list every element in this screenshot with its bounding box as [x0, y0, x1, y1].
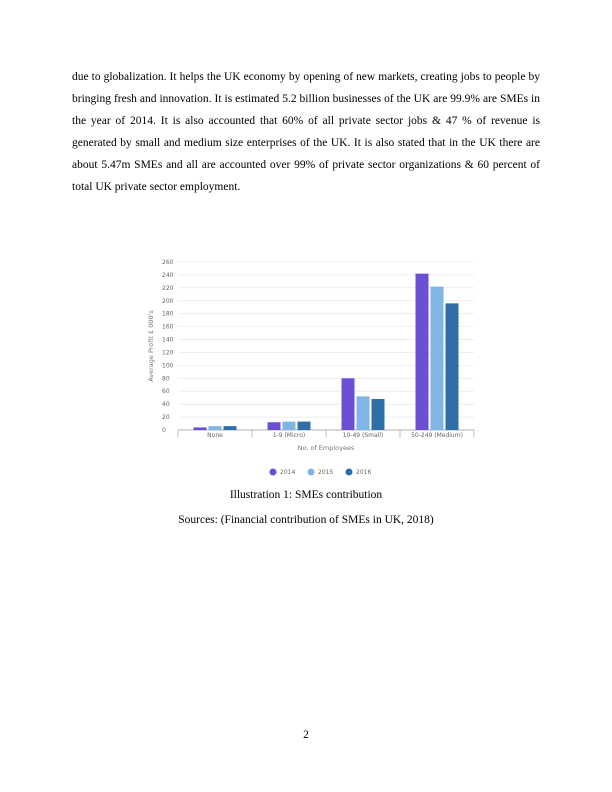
body-paragraph: due to globalization. It helps the UK economy by opening of new markets, creating jobs to people by bringing fresh and innovation. It is estimated 5.2 billion businesses of the UK are 99.9% are SMEs in the year of 2014. It is also accounted that 60% of all private sector jobs & 47 % of revenue is generated by small and medium size enterprises of the UK. It is also stated that in the UK there are about 5.47m SMEs and all are accounted over 99% of private sector organizations & 60 percent of total UK private sector employment.	[72, 71, 540, 193]
legend-marker-2014	[270, 469, 277, 476]
bar-2015-2	[357, 396, 370, 430]
bar-2016-0	[224, 426, 237, 430]
y-tick-label: 240	[162, 271, 174, 279]
bar-2015-3	[431, 287, 444, 430]
x-tick-label: 1-9 (Micro)	[272, 432, 306, 439]
y-tick-label: 20	[162, 414, 170, 422]
y-tick-label: 60	[162, 388, 170, 396]
bar-2015-1	[283, 422, 296, 430]
y-tick-label: 40	[162, 401, 170, 409]
x-tick-label: 10-49 (Small)	[342, 432, 384, 439]
bar-2014-3	[416, 274, 429, 430]
y-tick-label: 120	[162, 349, 174, 357]
smes-bar-chart	[144, 252, 480, 492]
y-axis-label: Average Profit £ 000's	[147, 310, 155, 382]
y-tick-label: 180	[162, 310, 174, 318]
legend-label-2014: 2014	[280, 469, 296, 476]
legend-label-2015: 2015	[318, 469, 334, 476]
y-tick-label: 140	[162, 336, 174, 344]
x-tick-label: 50-249 (Medium)	[411, 432, 463, 439]
x-tick-label: None	[207, 432, 223, 439]
figure-source: Sources: (Financial contribution of SMEs in UK, 2018)	[178, 514, 434, 525]
y-tick-label: 80	[162, 375, 170, 383]
legend	[270, 469, 372, 477]
bar-2016-3	[446, 303, 459, 430]
figure-caption: Illustration 1: SMEs contribution	[229, 489, 383, 501]
y-tick-label: 0	[162, 427, 166, 434]
legend-marker-2015	[308, 469, 315, 476]
bar-2014-0	[194, 427, 207, 430]
y-tick-label: 220	[162, 284, 174, 292]
legend-marker-2016	[346, 469, 353, 476]
y-tick-label: 260	[162, 259, 174, 266]
bar-2014-1	[268, 422, 281, 430]
bar-2016-2	[372, 399, 385, 430]
legend-label-2016: 2016	[356, 469, 372, 476]
bar-2015-0	[209, 426, 222, 430]
chart-svg	[144, 252, 480, 492]
bar-2016-1	[298, 422, 311, 430]
x-axis-label: No. of Employees	[297, 444, 355, 452]
y-tick-label: 160	[162, 323, 174, 331]
y-tick-label: 200	[162, 297, 174, 305]
y-tick-label: 100	[162, 362, 174, 370]
page-number: 2	[303, 729, 309, 741]
bar-2014-2	[342, 378, 355, 430]
